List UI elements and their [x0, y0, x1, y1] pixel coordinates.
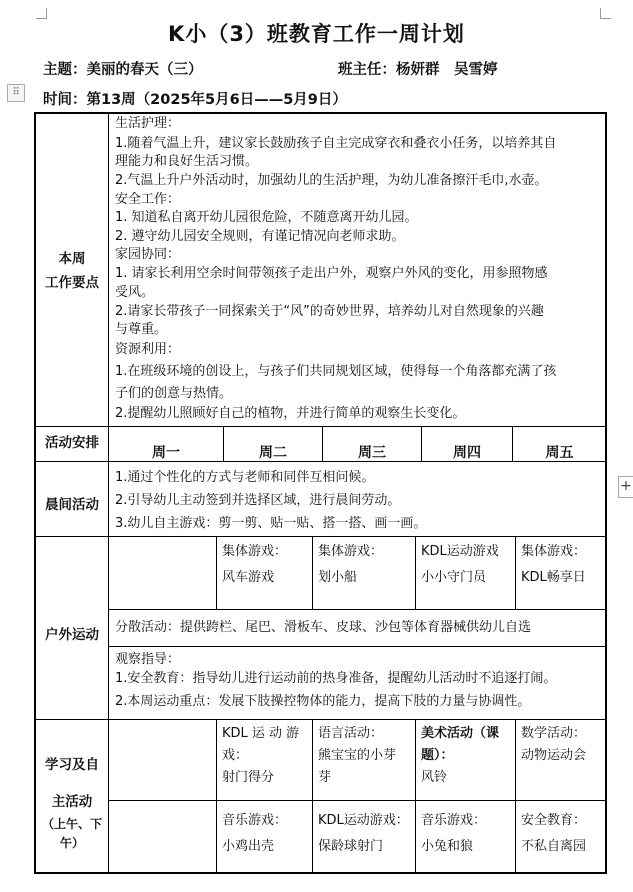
learning-am-friday [521, 723, 586, 767]
learning-pm-line: 音乐游戏： [421, 813, 487, 828]
outdoor-divider [415, 537, 416, 609]
theme-line: 主题：美丽的春天（三） [43, 62, 203, 78]
learning-pm-line: 小兔和狼 [421, 839, 474, 854]
weekly-line: 子们的创意与热情。 [115, 386, 233, 401]
learning-am-wednesday [318, 723, 396, 789]
learning-am-line: 熊宝宝的小芽 [318, 748, 397, 763]
row-divider [108, 609, 606, 610]
learning-am-line: 风铃 [421, 770, 448, 785]
learning-label-line: 主活动 [51, 794, 93, 810]
weekly-line: 1. 知道私自离开幼儿园很危险，不随意离开幼儿园。 [115, 210, 418, 225]
outdoor-scatter: 分散活动：提供跨栏、尾巴、滑板车、皮球、沙包等体育器械供幼儿自选 [115, 620, 532, 635]
row-divider [35, 426, 606, 427]
day-tuesday: 周二 [259, 445, 287, 461]
morning-line: 1.通过个性化的方式与老师和同伴互相问候。 [115, 470, 375, 485]
weekly-line: 1. 请家长利用空余时间带领孩子走出户外，观察户外风的变化，用参照物感 [115, 266, 548, 281]
day-monday: 周一 [152, 445, 180, 461]
learning-am-line: 数学活动： [521, 726, 587, 741]
outdoor-game-name: 小小守门员 [421, 570, 487, 585]
weekly-line: 与尊重。 [115, 322, 168, 337]
learning-divider [312, 720, 313, 873]
outdoor-game-wednesday [318, 539, 383, 591]
weekly-line: 资源利用： [115, 342, 181, 357]
learning-label [36, 753, 108, 852]
morning-line: 2.引导幼儿主动签到并选择区域，进行晨间劳动。 [115, 493, 401, 508]
weekly-line: 2.请家长带孩子一同探索关于“风”的奇妙世界，培养幼儿对自然现象的兴趣 [115, 304, 544, 319]
outdoor-game-name: 风车游戏 [222, 570, 275, 585]
learning-pm-line: 音乐游戏： [222, 813, 288, 828]
learning-am-line: KDL 运 动 游 [222, 726, 300, 741]
learning-label-gap [36, 777, 108, 790]
outdoor-game-name: KDL畅享日 [521, 570, 586, 585]
learning-am-thursday [421, 723, 499, 789]
learning-pm-line: 安全教育： [521, 813, 587, 828]
outdoor-observe-line: 观察指导： [115, 652, 181, 667]
outdoor-divider [216, 537, 217, 609]
learning-label-line: 午） [59, 836, 84, 850]
learning-label-line: 学习及自 [45, 757, 99, 773]
row-divider [35, 719, 606, 720]
learning-pm-line: 不私自离园 [521, 839, 587, 854]
outdoor-divider [515, 537, 516, 609]
label-column-divider [108, 113, 109, 873]
weekly-line: 1.在班级环境的创设上，与孩子们共同规划区域，使得每一个角落都充满了孩 [115, 364, 557, 379]
outdoor-game-type: 集体游戏： [318, 544, 384, 559]
learning-am-line: 射门得分 [222, 770, 275, 785]
learning-pm-friday [521, 808, 586, 860]
learning-am-tuesday [222, 723, 299, 789]
weekly-line: 生活护理： [115, 116, 181, 131]
page-title: K小（3）班教育工作一周计划 [168, 22, 465, 46]
weekly-line: 安全工作： [115, 192, 181, 207]
learning-am-line: 芽 [318, 770, 332, 785]
learning-label-line: （上午、下 [41, 817, 102, 831]
learning-divider [415, 720, 416, 873]
outdoor-observe-line: 1.安全教育：指导幼儿进行运动前的热身准备，提醒幼儿活动时不追逐打闹。 [115, 671, 557, 686]
learning-pm-line: 小鸡出壳 [222, 839, 275, 854]
outdoor-game-friday [521, 539, 586, 591]
add-column-icon[interactable]: + [618, 476, 633, 498]
weekly-line: 家园协同： [115, 247, 181, 262]
table-move-handle-icon[interactable]: ⠿ [7, 84, 25, 102]
schedule-label: 活动安排 [45, 435, 99, 451]
weekly-line: 2.气温上升户外活动时，加强幼儿的生活护理，为幼儿准备擦汗毛巾,水壶。 [115, 173, 548, 188]
learning-pm-line: 保龄球射门 [318, 839, 384, 854]
row-divider [108, 800, 606, 801]
learning-divider [515, 720, 516, 873]
row-divider [108, 646, 606, 647]
morning-label: 晨间活动 [45, 497, 99, 513]
day-thursday: 周四 [453, 445, 481, 461]
weekly-label-line: 工作要点 [45, 275, 99, 291]
learning-am-line: 戏： [222, 748, 249, 763]
weekly-line: 受风。 [115, 285, 155, 300]
weekly-line: 2.提醒幼儿照顾好自己的植物，并进行简单的观察生长变化。 [115, 406, 466, 421]
teacher-line: 班主任：杨妍群 吴雪婷 [338, 62, 498, 78]
learning-am-line: 语言活动： [318, 726, 384, 741]
learning-pm-line: KDL运动游戏： [318, 813, 409, 828]
outdoor-game-type: KDL运动游戏 [421, 544, 499, 559]
time-line: 时间：第13周（2025年5月6日——5月9日） [43, 92, 347, 108]
outdoor-game-type: 集体游戏： [521, 544, 587, 559]
learning-divider [216, 720, 217, 873]
outdoor-game-type: 集体游戏： [222, 544, 288, 559]
row-divider [35, 536, 606, 537]
outdoor-divider [312, 537, 313, 609]
learning-am-line: 题）： [421, 748, 454, 763]
weekly-line: 理能力和良好生活习惯。 [115, 154, 259, 169]
learning-pm-wednesday [318, 808, 409, 860]
weekly-label-line: 本周 [58, 251, 86, 267]
learning-am-line: 动物运动会 [521, 748, 587, 763]
learning-pm-thursday [421, 808, 486, 860]
weekly-line: 2. 遵守幼儿园安全规则，有谨记情况向老师求助。 [115, 229, 405, 244]
learning-pm-tuesday [222, 808, 287, 860]
learning-am-line: 美术活动（课 [421, 726, 500, 741]
day-friday: 周五 [545, 445, 574, 461]
outdoor-game-thursday [421, 539, 499, 591]
outdoor-game-tuesday [222, 539, 287, 591]
morning-line: 3.幼儿自主游戏：剪一剪、贴一贴、搭一搭、画一画。 [115, 516, 427, 531]
outdoor-game-name: 划小船 [318, 570, 358, 585]
outdoor-label: 户外运动 [45, 627, 99, 643]
outdoor-observe-line: 2.本周运动重点：发展下肢操控物体的能力，提高下肢的力量与协调性。 [115, 694, 531, 709]
weekly-label [36, 247, 108, 295]
weekly-line: 1.随着气温上升，建议家长鼓励孩子自主完成穿衣和叠衣小任务，以培养其自 [115, 136, 557, 151]
day-wednesday: 周三 [358, 445, 386, 461]
